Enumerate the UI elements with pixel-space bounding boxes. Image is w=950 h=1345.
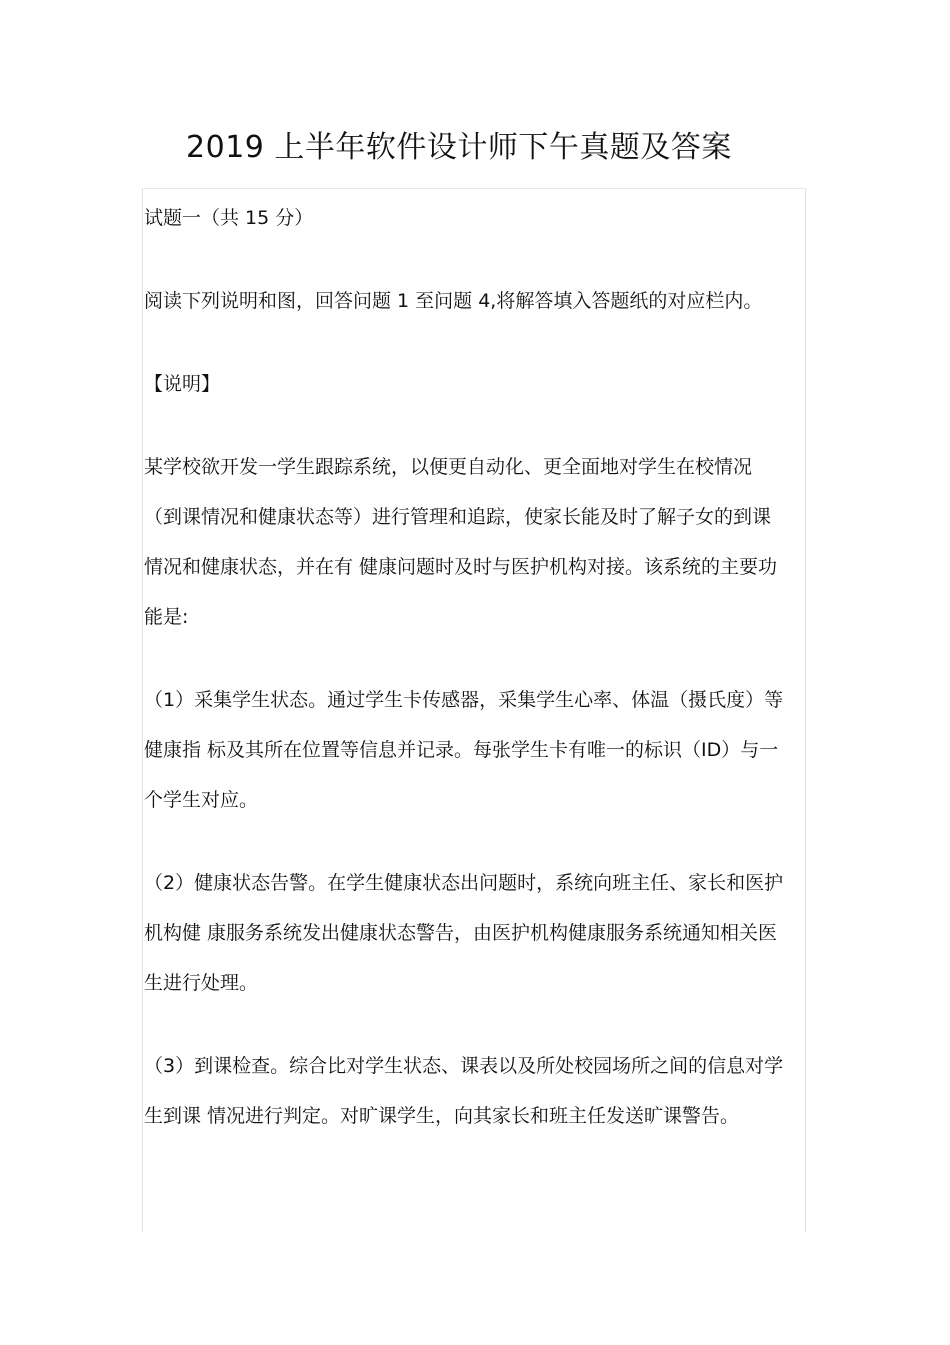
- section-label-description: 【说明】: [144, 373, 221, 395]
- function-item-1: （1）采集学生状态。通过学生卡传感器，采集学生心率、体温（摄氏度）等健康指 标及其所在位置等信息并记录。每张学生卡有唯一的标识（ID）与一个学生对应。: [144, 689, 784, 811]
- document-body: [144, 193, 784, 1174]
- page-title: 2019 上半年软件设计师下午真题及答案: [186, 130, 732, 165]
- description-paragraph: 某学校欲开发一学生跟踪系统，以便更自动化、更全面地对学生在校情况（到课情况和健康状态等）进行管理和追踪，使家长能及时了解子女的到课情况和健康状态，并在有 健康问题时及时与医护机构对接。该系统的主要功能是:: [144, 456, 778, 628]
- question-heading: 试题一（共 15 分）: [144, 207, 314, 229]
- function-item-2: （2）健康状态告警。在学生健康状态出问题时，系统向班主任、家长和医护机构健 康服务系统发出健康状态警告，由医护机构健康服务系统通知相关医生进行处理。: [144, 872, 784, 994]
- function-item-3: （3）到课检查。综合比对学生状态、课表以及所处校园场所之间的信息对学生到课 情况进行判定。对旷课学生，向其家长和班主任发送旷课警告。: [144, 1055, 784, 1127]
- instruction-paragraph: 阅读下列说明和图，回答问题 1 至问题 4,将解答填入答题纸的对应栏内。: [144, 290, 763, 312]
